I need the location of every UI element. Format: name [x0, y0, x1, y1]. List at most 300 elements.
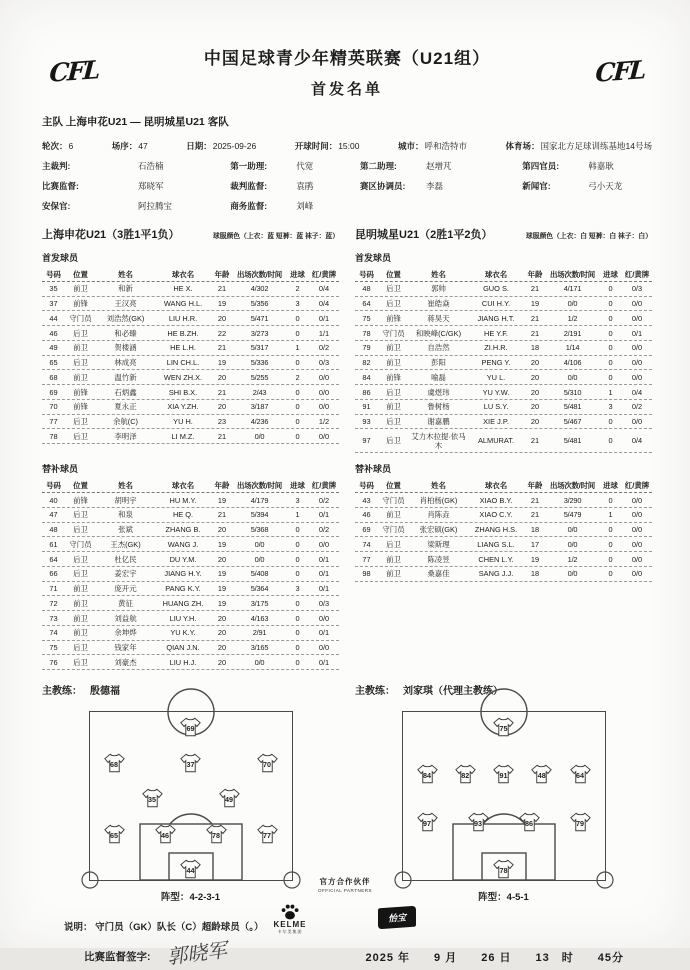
officials-row-3 [42, 200, 652, 212]
table-cell: 20 [530, 417, 540, 426]
column-header: 姓名 [118, 480, 133, 490]
table-cell: DU Y.M. [169, 554, 197, 564]
jersey-number: 35 [148, 795, 156, 804]
field-value: 袁鹃 [296, 181, 314, 191]
table-cell: 后卫 [386, 417, 401, 426]
away-subs-table [355, 478, 652, 670]
jersey-icon [468, 812, 489, 832]
table-cell: 20 [530, 402, 540, 412]
home-coach-name: 殷德福 [90, 686, 120, 697]
label-value-pair [230, 160, 360, 172]
table-cell: 前卫 [73, 613, 88, 623]
table-cell: 和新 [118, 284, 133, 294]
table-cell: 后卫 [386, 284, 401, 294]
table-cell: 前锋 [386, 313, 401, 323]
field-label: 安保官: [42, 201, 71, 211]
table-cell: 0/0 [631, 299, 643, 308]
table-cell: XIAO B.Y. [479, 495, 513, 505]
table-cell: 20 [530, 358, 540, 367]
table-cell: 守门员 [69, 539, 92, 549]
match-teams-line: 主队 上海申花U21 — 昆明城星U21 客队 [42, 116, 229, 128]
table-header-row [42, 267, 339, 282]
table-cell: 0/0 [631, 539, 643, 549]
jersey-number: 79 [576, 818, 584, 828]
field-value: 国家北方足球训练基地14号场 [540, 141, 652, 151]
table-cell: 93 [362, 417, 371, 426]
column-header: 号码 [46, 480, 61, 490]
label-value-pair [230, 180, 360, 192]
table-cell: 3 [295, 495, 300, 505]
table-cell: 48 [49, 525, 58, 534]
table-cell: 后卫 [386, 299, 401, 308]
field-label: 开球时间： [294, 141, 338, 151]
table-cell: 刘豪杰 [114, 657, 137, 667]
table-cell: YU L. [486, 372, 506, 382]
table-cell: 前卫 [386, 554, 401, 564]
table-cell: 和映峰(C/GK) [415, 328, 462, 338]
table-cell: 贺楼涵 [114, 343, 137, 353]
jersey-number: 37 [186, 759, 195, 769]
table-cell: 19 [530, 554, 540, 564]
table-cell: 0 [608, 554, 613, 564]
table-cell: 前锋 [73, 402, 88, 412]
jersey-number: 68 [110, 759, 118, 769]
table-cell: 艾力木拉提·依马木 [411, 431, 466, 450]
table-cell: 19 [217, 569, 227, 579]
table-cell: 5/479 [563, 510, 582, 520]
table-cell: 0 [608, 343, 613, 353]
table-cell: 21 [530, 510, 540, 520]
table-cell: 20 [217, 372, 227, 382]
table-cell: PANG K.Y. [165, 584, 201, 593]
table-cell: XIE J.P. [483, 417, 509, 426]
table-row [355, 297, 652, 312]
table-cell: 余坤烨 [114, 628, 137, 638]
table-cell: 69 [49, 387, 58, 397]
table-cell: 0/3 [631, 284, 643, 294]
table-cell: 72 [49, 598, 58, 608]
table-cell: 5/336 [250, 358, 269, 367]
table-cell: 5/471 [250, 313, 269, 323]
kelme-name: KELME [273, 919, 307, 929]
table-cell: 0/1 [318, 554, 330, 564]
table-cell: PENG Y. [481, 358, 511, 367]
table-cell: 1 [295, 510, 300, 520]
table-cell: 0/0 [254, 539, 265, 549]
formation-label-prefix: 阵型： [160, 892, 190, 903]
table-row [355, 385, 652, 400]
table-row [355, 341, 652, 356]
table-cell: 胡明宇 [114, 495, 137, 505]
table-cell: 0/4 [631, 436, 643, 446]
table-cell: 4/236 [250, 417, 269, 426]
table-cell: 守门员 [69, 313, 92, 323]
away-formation-players [403, 717, 605, 879]
table-cell: 0 [608, 284, 613, 294]
field-label: 商务监督: [230, 201, 268, 211]
legend-note: 说明： 守门员（GK）队长（C）超龄球员（。） [64, 922, 264, 933]
table-cell: 0/0 [631, 510, 643, 520]
table-cell: 0/1 [318, 628, 330, 638]
document-header [42, 44, 652, 99]
column-header: 位置 [73, 269, 88, 279]
column-header: 球衣名 [171, 269, 195, 279]
formation-row [403, 812, 605, 832]
teams-header-row [42, 212, 652, 242]
column-header: 红/黄牌 [624, 480, 650, 490]
field-label: 日期： [186, 141, 212, 151]
column-header: 球衣名 [484, 269, 508, 279]
home-pitch-diagram [89, 711, 293, 881]
formations-row [42, 697, 652, 903]
table-cell: 0 [295, 402, 300, 412]
table-cell: 43 [362, 495, 371, 505]
table-cell: 陈凌昱 [427, 554, 450, 564]
table-cell: JIANG H.Y. [164, 569, 202, 579]
jersey-icon [493, 717, 514, 737]
table-cell: 庞开元 [114, 584, 137, 593]
table-cell: 21 [217, 343, 227, 353]
table-row [42, 356, 339, 371]
label-value-pair [42, 180, 230, 192]
table-cell: 0/0 [254, 431, 265, 441]
table-cell: 4/106 [563, 358, 582, 367]
label-value-pair [230, 200, 360, 212]
table-cell: 79 [362, 343, 371, 353]
subs-title-row [42, 453, 652, 478]
table-cell: XIA Y.ZH. [167, 402, 199, 412]
table-cell: 后卫 [73, 417, 88, 426]
home-team-name: 上海申花U21（3胜1平1负） [42, 229, 180, 241]
column-header: 进球 [290, 480, 305, 490]
table-cell: 5/481 [563, 436, 582, 446]
table-cell: 20 [217, 313, 227, 323]
table-cell: 71 [49, 584, 58, 593]
table-cell: 0/2 [631, 402, 643, 412]
table-cell: 44 [49, 313, 58, 323]
table-cell: YU Y.W. [482, 387, 510, 397]
table-cell: 0/0 [567, 372, 578, 382]
column-header: 号码 [359, 480, 374, 490]
field-value: 阿拉腾宝 [138, 201, 173, 211]
table-row [42, 415, 339, 430]
table-cell: XIAO C.Y. [479, 510, 513, 520]
table-row [42, 567, 339, 582]
coaches-row [42, 670, 652, 697]
table-cell: 20 [217, 525, 227, 534]
table-cell: 0/4 [318, 284, 330, 294]
signature-label: 比赛监督签字: [84, 951, 151, 963]
table-row [42, 552, 339, 567]
table-cell: 21 [530, 436, 540, 446]
starters-title-row [42, 242, 652, 267]
table-cell: 3 [295, 584, 300, 593]
away-pitch-diagram [402, 711, 606, 881]
table-cell: 自浩然 [427, 343, 450, 353]
kelme-logo [273, 903, 306, 934]
jersey-icon [142, 788, 163, 808]
label-value-pair [360, 180, 522, 192]
table-cell: 20 [217, 643, 227, 652]
table-cell: 68 [49, 372, 58, 382]
jersey-icon [417, 764, 438, 784]
table-cell: 夏永正 [114, 402, 137, 412]
label-value-pair [295, 140, 360, 152]
table-header-row [355, 478, 652, 493]
jersey-icon [104, 753, 125, 773]
table-cell: 前卫 [73, 284, 88, 294]
table-cell: LIU H.R. [168, 313, 198, 323]
table-cell: 20 [217, 613, 227, 623]
home-formation-players [90, 717, 292, 879]
table-row [42, 537, 339, 552]
table-cell: 3/175 [250, 598, 269, 608]
table-cell: HE Y.F. [484, 328, 508, 338]
table-cell: 35 [49, 284, 58, 294]
table-cell: 0 [295, 657, 300, 667]
table-cell: 20 [217, 402, 227, 412]
label-value-pair [112, 140, 148, 152]
table-cell: 0 [295, 328, 300, 338]
table-cell: 0/0 [567, 569, 578, 579]
table-cell: 4/171 [563, 284, 582, 294]
table-cell: 0/4 [631, 387, 643, 397]
table-cell: 桑嘉佳 [427, 569, 450, 579]
table-cell: 21 [530, 328, 540, 338]
table-cell: 后卫 [73, 657, 88, 667]
table-cell: 0/1 [318, 657, 330, 667]
table-cell: 0/0 [631, 417, 643, 426]
yibao-name: 怡宝 [388, 912, 407, 924]
field-value: 石浩楠 [138, 161, 164, 171]
home-starters-title: 首发球员 [42, 253, 79, 263]
table-row [355, 523, 652, 538]
field-label: 比赛监督: [42, 181, 79, 191]
home-subs-title: 替补球员 [42, 464, 79, 475]
table-cell: 彭阳 [431, 358, 446, 367]
subs-tables-row [42, 478, 652, 670]
field-label: 场序： [111, 141, 138, 151]
table-cell: 97 [362, 436, 371, 446]
table-cell: 虞煜玮 [427, 387, 450, 397]
field-value: 代宽 [296, 161, 314, 171]
column-header: 球衣名 [484, 480, 508, 490]
table-cell: 5/394 [250, 510, 269, 520]
table-header-row [355, 267, 652, 282]
table-cell: 后卫 [73, 554, 88, 564]
table-cell: HE B.ZH. [167, 328, 199, 338]
home-kit-colors: 球服颜色（上衣：蓝 短裤：蓝 袜子：蓝） [212, 233, 339, 240]
jersey-icon [104, 824, 125, 844]
table-cell: 1 [295, 343, 300, 353]
table-cell: 0/1 [318, 569, 330, 579]
table-cell: 20 [217, 628, 227, 638]
table-cell: 前卫 [73, 628, 88, 638]
table-cell: 0/0 [631, 495, 643, 505]
table-cell: YU K.Y. [170, 628, 196, 638]
table-cell: 91 [362, 402, 371, 412]
table-cell: 66 [49, 569, 58, 579]
table-cell: LIU Y.H. [169, 613, 197, 623]
table-cell: HUANG ZH. [162, 598, 204, 608]
column-header: 位置 [386, 269, 401, 279]
table-cell: 前卫 [386, 569, 401, 579]
table-cell: 0 [608, 417, 613, 426]
page-subtitle: 首发名单 [310, 81, 383, 98]
jersey-number: 86 [525, 818, 533, 828]
field-label: 裁判监督: [230, 181, 268, 191]
table-cell: CUI H.Y. [481, 299, 511, 308]
field-value: 15:00 [338, 141, 360, 151]
home-formation-value: 4-2-3-1 [189, 892, 221, 903]
table-cell: 前卫 [73, 343, 88, 353]
label-value-pair [522, 160, 652, 172]
table-cell: 刘浩然(GK) [106, 313, 145, 323]
field-label: 第四官员: [522, 161, 560, 171]
table-cell: 林成亮 [114, 358, 137, 367]
table-cell: 1/2 [567, 313, 578, 323]
table-cell: 2/191 [563, 328, 582, 338]
table-cell: 98 [362, 569, 371, 579]
table-cell: 和泉 [118, 510, 133, 520]
table-cell: 77 [362, 554, 371, 564]
table-cell: 1/2 [318, 417, 330, 426]
away-subs-title: 替补球员 [355, 464, 392, 475]
table-cell: HE Q. [172, 510, 194, 520]
field-label: 城市： [397, 141, 424, 151]
jersey-icon [570, 764, 591, 784]
table-cell: 49 [49, 343, 58, 353]
table-cell: 5/481 [563, 402, 582, 412]
home-formation-block [42, 711, 339, 903]
table-cell: 守门员 [382, 525, 405, 534]
partners-subheading: OFFICIAL PARTNERS [318, 887, 372, 893]
table-header-row [42, 478, 339, 493]
table-cell: LIU H.J. [169, 657, 197, 667]
column-header: 号码 [46, 269, 61, 279]
table-cell: 75 [49, 643, 58, 652]
table-row [42, 508, 339, 523]
formation-row [90, 753, 292, 773]
table-cell: 后卫 [73, 328, 88, 338]
table-cell: 0/0 [318, 539, 330, 549]
table-cell: 0/1 [318, 510, 330, 520]
jersey-number: 44 [186, 866, 195, 875]
field-label: 新闻官: [522, 181, 551, 191]
column-header: 姓名 [431, 480, 446, 490]
field-label: 主裁判: [42, 161, 71, 171]
table-cell: 21 [217, 510, 227, 520]
table-row [42, 626, 339, 641]
table-cell: 73 [49, 613, 58, 623]
column-header: 红/黄牌 [311, 269, 337, 279]
table-cell: 18 [530, 343, 540, 353]
table-row [42, 311, 339, 326]
jersey-icon [519, 812, 540, 832]
table-row [42, 582, 339, 597]
table-cell: 46 [362, 510, 371, 520]
jersey-number: 84 [423, 771, 431, 781]
table-cell: 0/3 [318, 598, 330, 608]
table-cell: 0/0 [318, 643, 330, 652]
table-cell: 3 [295, 299, 300, 308]
table-cell: 3 [608, 402, 613, 412]
table-cell: 刘益航 [114, 613, 137, 623]
table-cell: 64 [362, 299, 371, 308]
table-cell: GUO S. [483, 284, 509, 294]
away-coach-label: 主教练： [355, 686, 395, 697]
table-cell: 后卫 [386, 387, 401, 397]
table-cell: 2/91 [252, 628, 267, 638]
officials-row-2 [42, 180, 652, 192]
table-cell: 23 [217, 417, 227, 426]
table-cell: 1 [608, 510, 613, 520]
table-cell: 0 [608, 313, 613, 323]
field-value: 韩嘉耿 [588, 161, 614, 171]
column-header: 姓名 [431, 269, 446, 279]
table-cell: 0 [295, 358, 300, 367]
table-cell: YU H. [173, 417, 193, 426]
table-cell: 后卫 [73, 525, 88, 534]
jersey-icon [257, 824, 278, 844]
table-cell: 1/1 [318, 328, 330, 338]
table-cell: WANG J. [167, 539, 199, 549]
partners-footer [0, 876, 690, 934]
table-cell: 0 [295, 539, 300, 549]
table-cell: 4/163 [250, 613, 269, 623]
table-cell: 1/14 [565, 343, 580, 353]
away-starters-title: 首发球员 [355, 253, 392, 263]
table-row [355, 429, 652, 453]
table-cell: LIN CH.L. [166, 358, 200, 367]
column-header: 姓名 [118, 269, 133, 279]
table-cell: 82 [362, 358, 371, 367]
table-row [42, 282, 339, 297]
table-cell: 0/0 [631, 372, 643, 382]
table-cell: 5/310 [563, 387, 582, 397]
table-cell: 谢嘉鹏 [427, 417, 450, 426]
table-row [355, 415, 652, 430]
table-cell: 19 [217, 358, 227, 367]
table-cell: 0 [295, 387, 300, 397]
signature-row [42, 937, 652, 969]
table-cell: 0/0 [254, 554, 265, 564]
table-row [42, 493, 339, 508]
table-cell: 0 [295, 628, 300, 638]
table-cell: 0 [295, 598, 300, 608]
table-cell: 2 [295, 284, 300, 294]
label-value-pair [505, 140, 651, 152]
jersey-number: 70 [263, 759, 271, 769]
jersey-number: 46 [161, 830, 169, 840]
jersey-icon [180, 753, 201, 773]
label-value-pair [186, 140, 256, 152]
field-value: 呼和浩特市 [424, 141, 467, 151]
table-cell: 0/0 [631, 525, 643, 534]
table-cell: 20 [530, 387, 540, 397]
jersey-number: 75 [499, 724, 508, 733]
jersey-number: 82 [461, 771, 470, 781]
cfl-logo-left: CFL [48, 55, 100, 88]
jersey-icon [155, 824, 176, 844]
table-row [42, 429, 339, 444]
table-cell: 0/0 [567, 539, 578, 549]
signature-block [84, 937, 230, 969]
table-cell: LU S.Y. [483, 402, 509, 412]
table-cell: 21 [217, 284, 227, 294]
table-cell: SHI B.X. [168, 387, 198, 397]
table-cell: 崔皓焱 [427, 299, 450, 308]
